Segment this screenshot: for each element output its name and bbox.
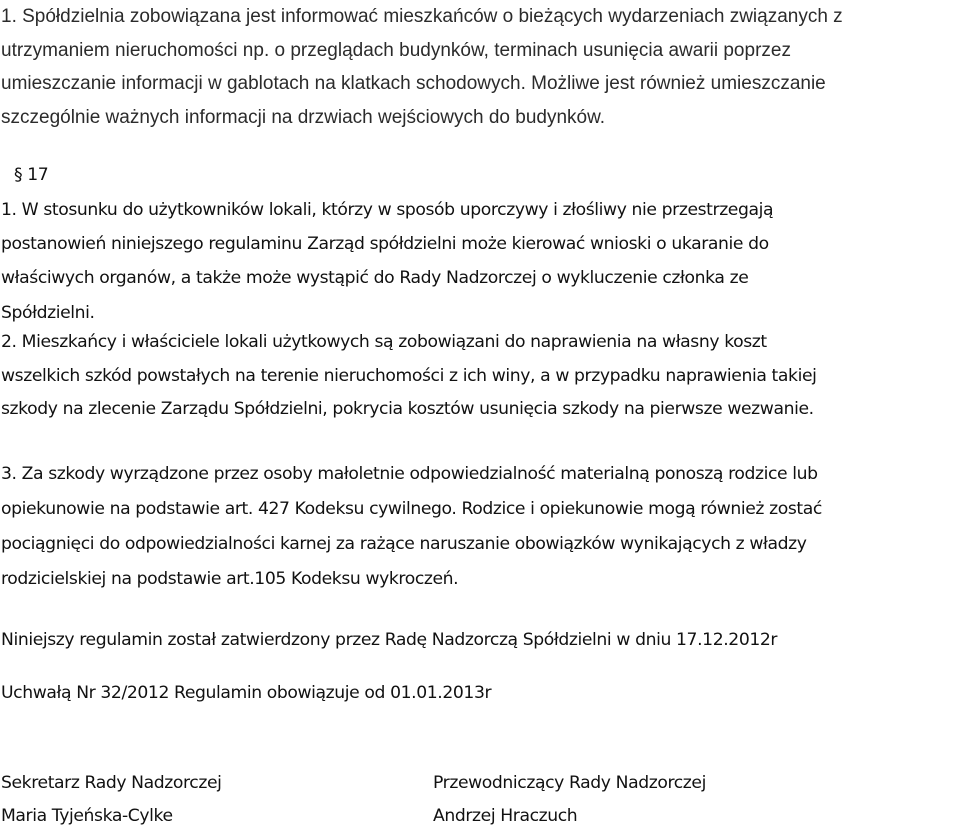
paragraph-line: pociągnięci do odpowiedzialności karnej za rażące naruszanie obowiązków wynikających z władzy — [1, 534, 807, 554]
paragraph-line: postanowień niniejszego regulaminu Zarząd spółdzielni może kierować wnioski o ukaranie do — [1, 234, 769, 255]
paragraph-line: opiekunowie na podstawie art. 427 Kodeksu cywilnego. Rodzice i opiekunowie mogą również zostać — [1, 499, 822, 519]
signature-right-title: Przewodniczący Rady Nadzorczej — [433, 773, 706, 793]
paragraph-line: 3. Za szkody wyrządzone przez osoby małoletnie odpowiedzialność materialną ponoszą rodzice lub — [1, 464, 818, 484]
section-heading: § 17 — [14, 165, 49, 185]
paragraph-line: 1. W stosunku do użytkowników lokali, którzy w sposób uporczywy i złośliwy nie przestrzegają — [1, 200, 774, 220]
paragraph-3 — [1, 457, 822, 597]
signature-left-title: Sekretarz Rady Nadzorczej — [1, 773, 222, 793]
paragraph-line: wszelkich szkód powstałych na terenie nieruchomości z ich winy, a w przypadku naprawienia takiej — [1, 365, 817, 386]
paragraph-line: umieszczanie informacji w gablotach na klatkach schodowych. Możliwe jest również umieszczanie — [1, 73, 826, 94]
paragraph-line: Spółdzielni. — [1, 302, 95, 323]
paragraph-line: utrzymaniem nieruchomości np. o przeglądach budynków, terminach usunięcia awarii poprzez — [1, 39, 791, 61]
paragraph-2 — [1, 326, 817, 427]
signature-right-name: Andrzej Hraczuch — [433, 806, 578, 826]
paragraph-line: rodzicielskiej na podstawie art.105 Kodeksu wykroczeń. — [1, 569, 459, 589]
paragraph-line: 1. Spółdzielnia zobowiązana jest informować mieszkańców o bieżących wydarzeniach związanych z — [1, 6, 843, 27]
signature-left — [1, 767, 222, 833]
paragraph-line: szkody na zlecenie Zarządu Spółdzielni, pokrycia kosztów usunięcia szkody na pierwsze wezwanie. — [1, 399, 814, 419]
paragraph-1 — [1, 193, 773, 330]
paragraph-line: 2. Mieszkańcy i właściciele lokali użytkowych są zobowiązani do naprawienia na własny koszt — [1, 332, 767, 352]
paragraph-intro — [1, 0, 843, 134]
resolution-note: Uchwałą Nr 32/2012 Regulamin obowiązuje od 01.01.2013r — [1, 683, 492, 703]
signature-left-name: Maria Tyjeńska-Cylke — [1, 806, 173, 826]
paragraph-line: szczególnie ważnych informacji na drzwiach wejściowych do budynków. — [1, 106, 606, 128]
paragraph-line: właściwych organów, a także może wystąpić do Rady Nadzorczej o wykluczenie członka ze — [1, 268, 749, 289]
signature-right — [433, 767, 706, 833]
approval-note: Niniejszy regulamin został zatwierdzony przez Radę Nadzorczą Spółdzielni w dniu 17.12.2012r — [1, 630, 778, 650]
